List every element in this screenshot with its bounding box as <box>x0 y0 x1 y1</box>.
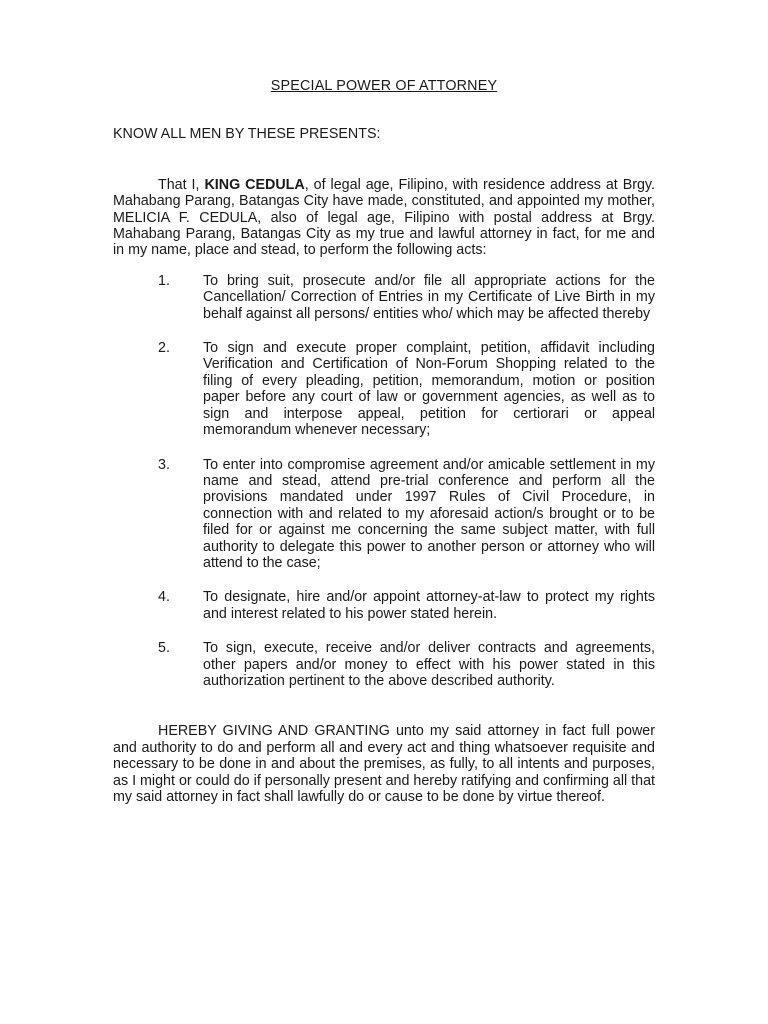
act-number: 3. <box>158 456 170 473</box>
list-item <box>113 640 655 689</box>
document-title: SPECIAL POWER OF ATTORNEY <box>270 78 498 94</box>
act-number: 4. <box>158 589 170 606</box>
intro-paragraph <box>113 177 655 259</box>
list-item <box>113 340 655 438</box>
acts-list <box>113 273 655 690</box>
act-text: To enter into compromise agreement and/or amicable settlement in my name and stead, attend pre-trial conference and perform all the provisions mandated under 1997 Rules of Civil Procedure, in connection with and related to my aforesaid action/s brought or to be filed for or against me concerning the same subject matter, with full authority to delegate this power to another person or attorney who will attend to the case; <box>203 456 655 571</box>
closing-paragraph: HEREBY GIVING AND GRANTING unto my said attorney in fact full power and authority to do and perform all and every act and thing whatsoever requisite and necessary to be done in and about the premises, as fully, to all intents and purposes, as I might or could do if personally present and hereby ratifying and confirming all that my said attorney in fact shall lawfully do or cause to be done by virtue thereof. <box>113 723 655 805</box>
list-item <box>113 273 655 322</box>
act-text: To sign, execute, receive and/or deliver contracts and agreements, other papers and/or money to effect with his power stated in this authorization pertinent to the above described authority. <box>203 640 655 689</box>
act-text: To sign and execute proper complaint, petition, affidavit including Verification and Certification of Non-Forum Shopping related to the filing of every pleading, petition, memorandum, motion or position paper before any court of law or government agencies, as well as to sign and interpose appeal, petition for certiorari or appeal memorandum whenever necessary; <box>203 340 655 439</box>
act-number: 2. <box>158 340 170 357</box>
salutation: KNOW ALL MEN BY THESE PRESENTS: <box>113 126 381 143</box>
intro-body: , of legal age, Filipino, with residence address at Brgy. Mahabang Parang, Batangas City have made, constituted, and appointed my mother, MELICIA F. CEDULA, also of legal age, Filipino with postal address at Brgy. Mahabang Parang, Batangas City as my true and lawful attorney in fact, for me and in my name, place and stead, to perform the following acts: <box>113 176 655 259</box>
act-number: 1. <box>158 272 170 289</box>
principal-name: KING CEDULA <box>204 176 305 193</box>
act-text: To designate, hire and/or appoint attorney-at-law to protect my rights and interest related to his power stated herein. <box>203 589 655 622</box>
act-number: 5. <box>158 640 170 657</box>
intro-prefix: That I, <box>158 176 205 193</box>
act-text: To bring suit, prosecute and/or file all appropriate actions for the Cancellation/ Correction of Entries in my Certificate of Live Birth in my behalf against all persons/ entities who/ which may be affected thereby <box>203 272 655 322</box>
list-item <box>113 457 655 572</box>
list-item <box>113 589 655 622</box>
